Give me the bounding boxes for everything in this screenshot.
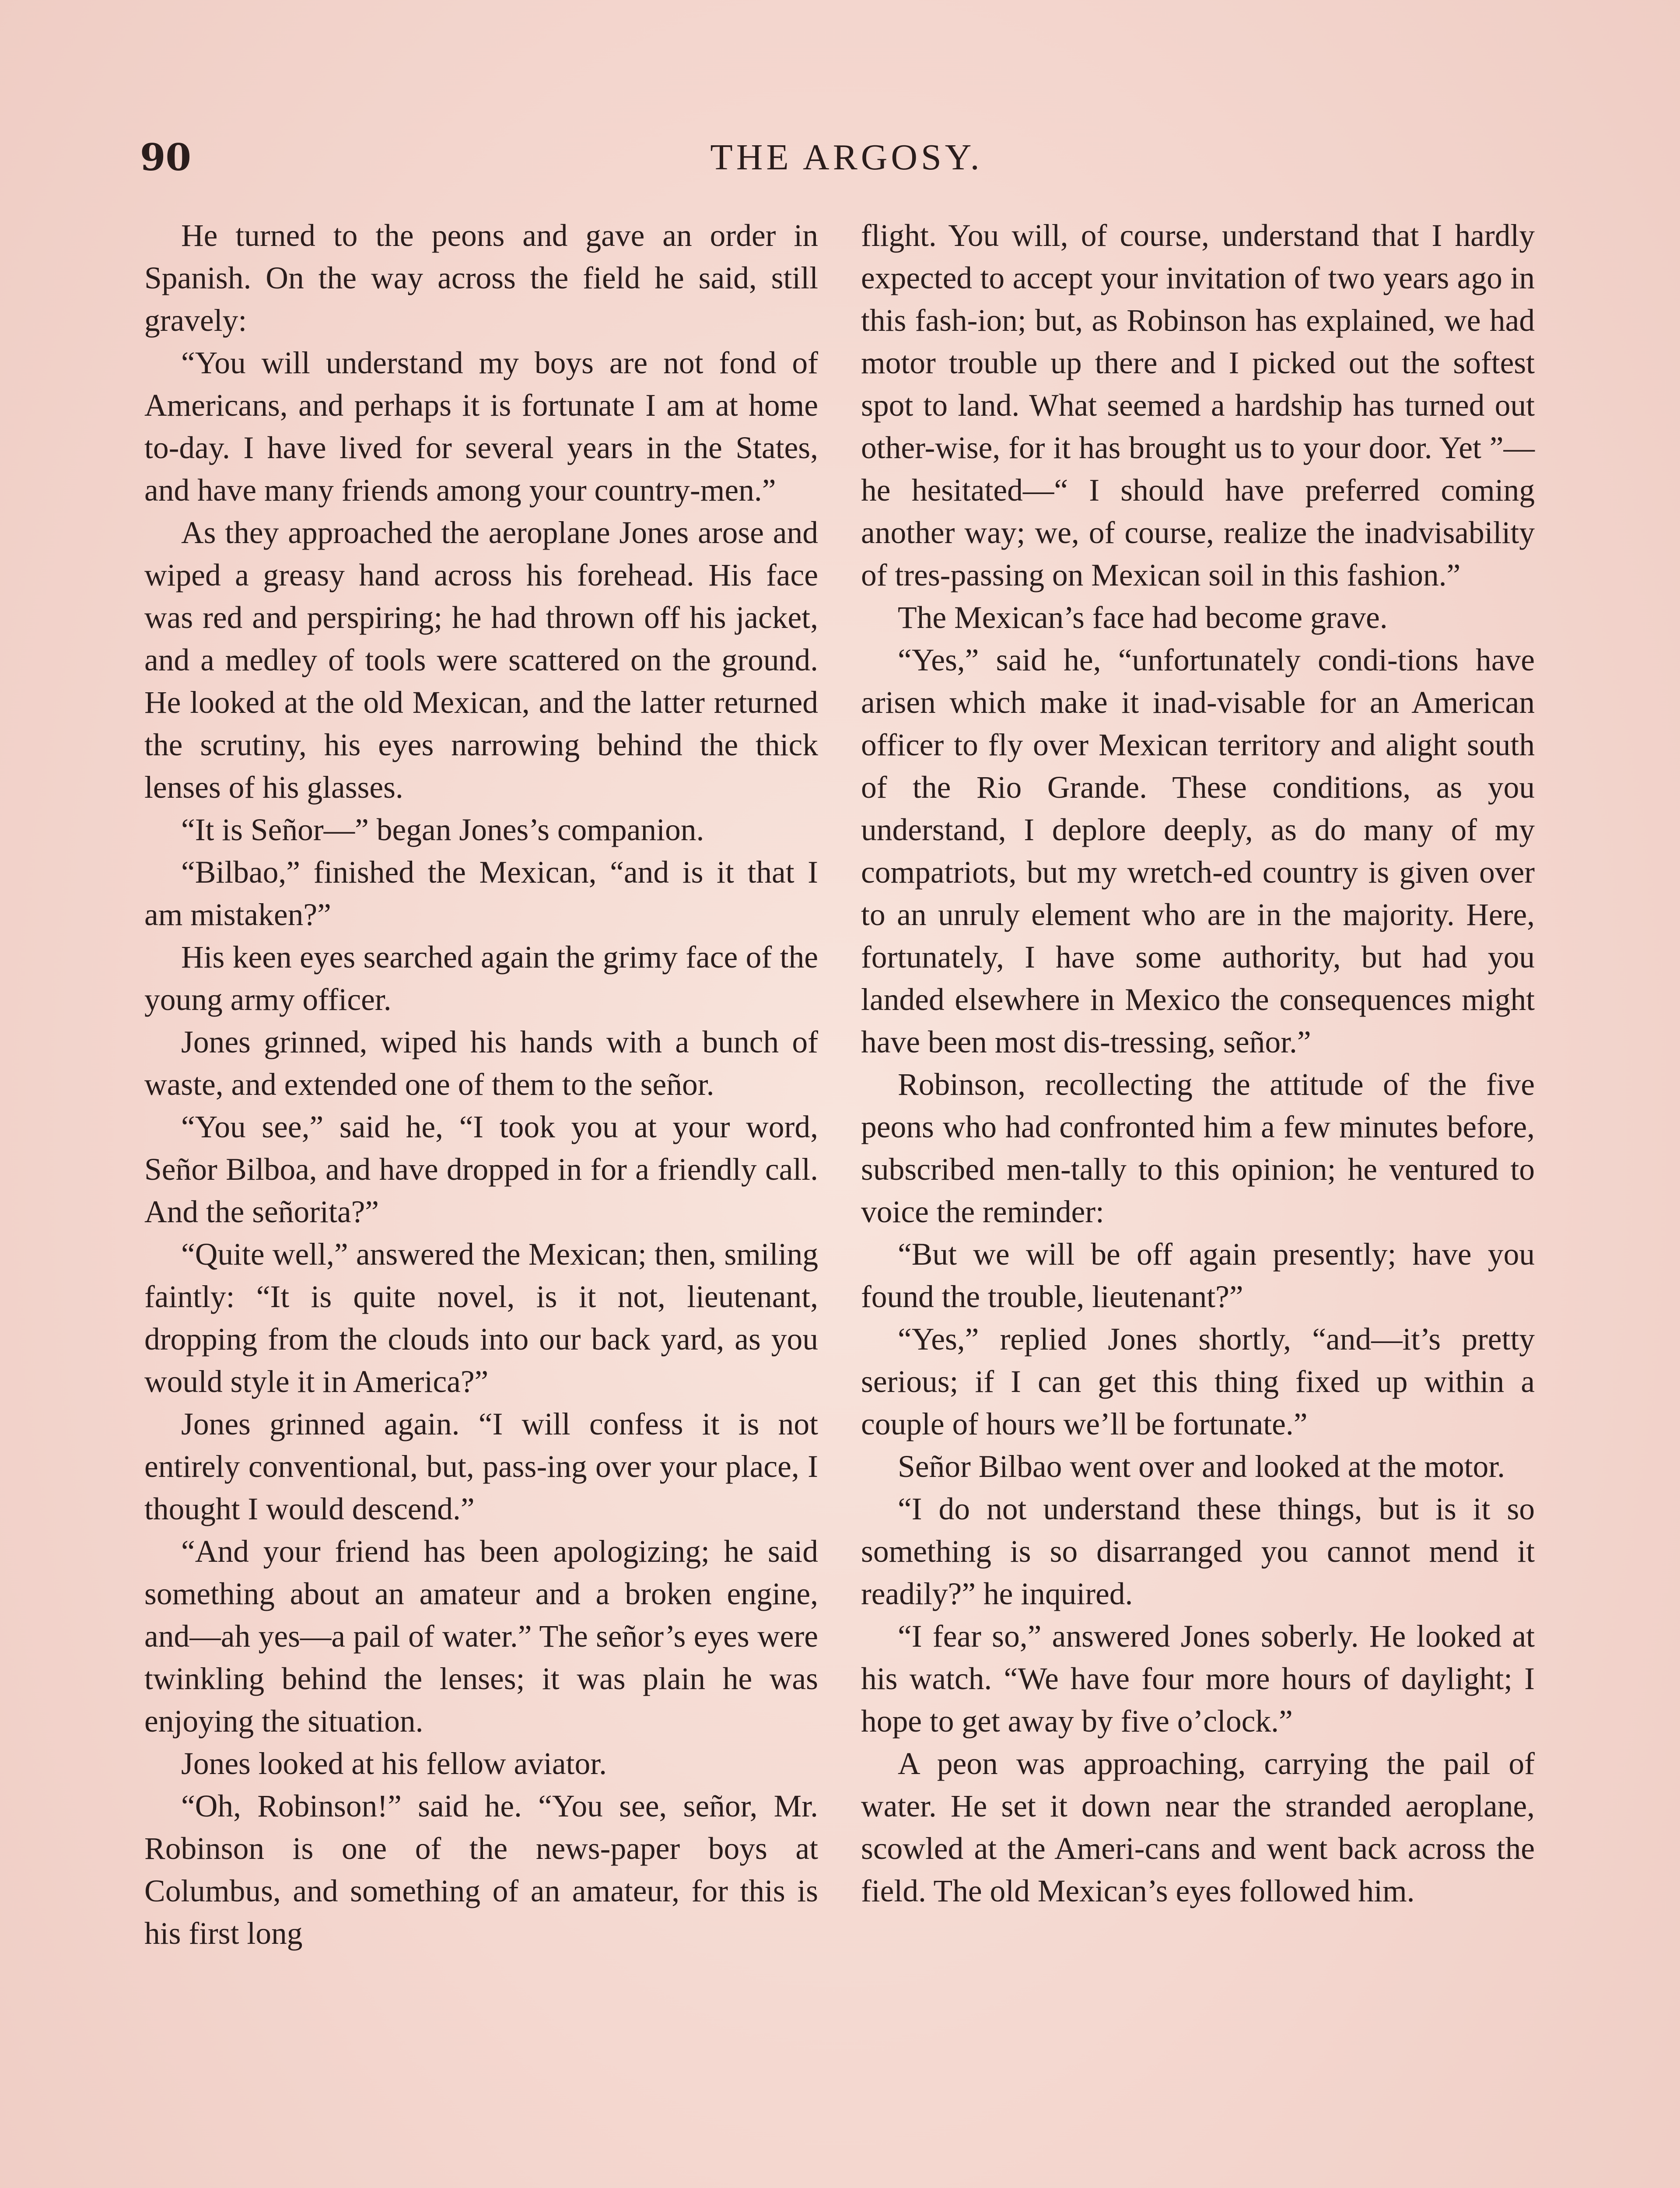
- paragraph: “But we will be off again presently; have you found the trouble, lieutenant?”: [861, 1237, 1535, 1314]
- paragraph: Señor Bilbao went over and looked at the motor.: [898, 1449, 1505, 1484]
- paragraph: “You see,” said he, “I took you at your word, Señor Bilboa, and have dropped in for a friendly call. And the señorita?”: [144, 1110, 818, 1229]
- paragraph: “It is Señor—” began Jones’s companion.: [181, 813, 704, 847]
- paragraph: “Oh, Robinson!” said he. “You see, señor, Mr. Robinson is one of the news-paper boys at Columbus, and something of an amateur, for this is his first long: [144, 1789, 818, 1951]
- paragraph: The Mexican’s face had become grave.: [898, 600, 1388, 635]
- paragraph: His keen eyes searched again the grimy face of the young army officer.: [144, 940, 818, 1017]
- paragraph-continuation: flight. You will, of course, understand that I hardly expected to accept your invitation of two years ago in this fash-ion; but, as Robinson has explained, we had motor trouble up there and I picked out the softest spot to land. What seemed a hardship has turned out other-wise, for it has brought us to your door. Yet ”—he hesitated—“ I should have preferred coming another way; we, of course, realize the inadvisability of tres-passing on Mexican soil in this fashion.”: [861, 218, 1535, 593]
- paragraph: Jones grinned, wiped his hands with a bunch of waste, and extended one of them to the señor.: [144, 1025, 818, 1102]
- paragraph: “Yes,” said he, “unfortunately condi-tions have arisen which make it inad-visable for an American officer to fly over Mexican territory and alight south of the Rio Grande. These conditions, as you understand, I deplore deeply, as do many of my compatriots, but my wretch-ed country is given over to an unruly element who are in the majority. Here, fortunately, I have some authority, but had you landed elsewhere in Mexico the consequences might have been most dis-tressing, señor.”: [861, 643, 1535, 1059]
- paragraph: “Yes,” replied Jones shortly, “and—it’s pretty serious; if I can get this thing fixed up within a couple of hours we’ll be fortunate.”: [861, 1322, 1535, 1441]
- page-number: 90: [140, 136, 191, 179]
- paragraph: A peon was approaching, carrying the pail of water. He set it down near the stranded aeroplane, scowled at the Ameri-cans and went back across the field. The old Mexican’s eyes followed him.: [861, 1746, 1535, 1908]
- paragraph: “Bilbao,” finished the Mexican, “and is it that I am mistaken?”: [144, 855, 818, 932]
- paragraph: Robinson, recollecting the attitude of the five peons who had confronted him a few minutes before, subscribed men-tally to this opinion; he ventured to voice the reminder:: [861, 1067, 1535, 1229]
- paragraph: He turned to the peons and gave an order in Spanish. On the way across the field he said, still gravely:: [144, 218, 818, 338]
- paragraph: Jones looked at his fellow aviator.: [181, 1746, 607, 1781]
- right-column: [861, 214, 1535, 1912]
- paragraph: Jones grinned again. “I will confess it is not entirely conventional, but, pass-ing over your place, I thought I would descend.”: [144, 1407, 818, 1526]
- paragraph: “I fear so,” answered Jones soberly. He looked at his watch. “We have four more hours of daylight; I hope to get away by five o’clock.”: [861, 1619, 1535, 1739]
- page-header: [140, 127, 1553, 193]
- paragraph: “Quite well,” answered the Mexican; then, smiling faintly: “It is quite novel, is it not, lieutenant, dropping from the clouds into our back yard, as you would style it in America?”: [144, 1237, 818, 1399]
- running-title: THE ARGOSY.: [710, 137, 983, 178]
- paragraph: “You will understand my boys are not fond of Americans, and perhaps it is fortunate I am at home to-day. I have lived for several years in the States, and have many friends among your country-men.”: [144, 346, 818, 508]
- left-column: [144, 214, 818, 1955]
- paragraph: “I do not understand these things, but is it so something is so disarranged you cannot mend it readily?” he inquired.: [861, 1492, 1535, 1611]
- paragraph: As they approached the aeroplane Jones arose and wiped a greasy hand across his forehead. His face was red and perspiring; he had thrown off his jacket, and a medley of tools were scattered on the ground. He looked at the old Mexican, and the latter returned the scrutiny, his eyes narrowing behind the thick lenses of his glasses.: [144, 515, 818, 805]
- paragraph: “And your friend has been apologizing; he said something about an amateur and a broken engine, and—ah yes—a pail of water.” The señor’s eyes were twinkling behind the lenses; it was plain he was enjoying the situation.: [144, 1534, 818, 1739]
